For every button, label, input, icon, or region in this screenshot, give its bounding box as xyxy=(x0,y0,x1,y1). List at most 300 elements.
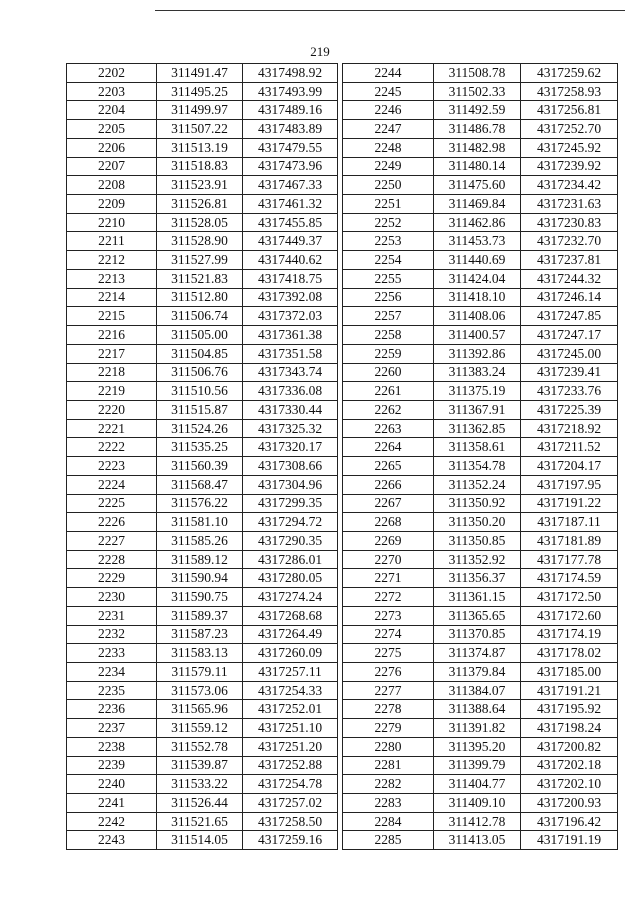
table-row xyxy=(67,588,338,607)
y-coordinate-cell: 4317256.81 xyxy=(521,101,618,120)
y-coordinate-cell: 4317185.00 xyxy=(521,663,618,682)
table-row xyxy=(67,550,338,569)
x-coordinate-cell: 311506.74 xyxy=(157,307,243,326)
y-coordinate-cell: 4317330.44 xyxy=(243,400,338,419)
x-coordinate-cell: 311370.85 xyxy=(434,625,521,644)
point-id-cell: 2269 xyxy=(343,531,434,550)
table-row xyxy=(343,794,618,813)
point-id-cell: 2231 xyxy=(67,606,157,625)
y-coordinate-cell: 4317325.32 xyxy=(243,419,338,438)
y-coordinate-cell: 4317252.01 xyxy=(243,700,338,719)
table-row xyxy=(343,176,618,195)
point-id-cell: 2239 xyxy=(67,756,157,775)
table-row xyxy=(67,569,338,588)
table-row xyxy=(343,82,618,101)
x-coordinate-cell: 311408.06 xyxy=(434,307,521,326)
y-coordinate-cell: 4317264.49 xyxy=(243,625,338,644)
y-coordinate-cell: 4317178.02 xyxy=(521,644,618,663)
point-id-cell: 2202 xyxy=(67,64,157,83)
y-coordinate-cell: 4317320.17 xyxy=(243,438,338,457)
point-id-cell: 2249 xyxy=(343,157,434,176)
y-coordinate-cell: 4317274.24 xyxy=(243,588,338,607)
point-id-cell: 2281 xyxy=(343,756,434,775)
table-row xyxy=(67,700,338,719)
y-coordinate-cell: 4317245.00 xyxy=(521,344,618,363)
y-coordinate-cell: 4317191.21 xyxy=(521,681,618,700)
table-row xyxy=(67,438,338,457)
point-id-cell: 2262 xyxy=(343,400,434,419)
point-id-cell: 2217 xyxy=(67,344,157,363)
y-coordinate-cell: 4317449.37 xyxy=(243,232,338,251)
point-id-cell: 2251 xyxy=(343,195,434,214)
y-coordinate-cell: 4317498.92 xyxy=(243,64,338,83)
y-coordinate-cell: 4317247.17 xyxy=(521,326,618,345)
point-id-cell: 2250 xyxy=(343,176,434,195)
point-id-cell: 2242 xyxy=(67,812,157,831)
y-coordinate-cell: 4317172.60 xyxy=(521,606,618,625)
table-row xyxy=(67,288,338,307)
point-id-cell: 2241 xyxy=(67,794,157,813)
point-id-cell: 2218 xyxy=(67,363,157,382)
table-row xyxy=(67,494,338,513)
point-id-cell: 2259 xyxy=(343,344,434,363)
y-coordinate-cell: 4317191.22 xyxy=(521,494,618,513)
x-coordinate-cell: 311475.60 xyxy=(434,176,521,195)
point-id-cell: 2244 xyxy=(343,64,434,83)
page-number: 219 xyxy=(310,44,330,59)
y-coordinate-cell: 4317191.19 xyxy=(521,831,618,850)
x-coordinate-cell: 311409.10 xyxy=(434,794,521,813)
x-coordinate-cell: 311350.92 xyxy=(434,494,521,513)
y-coordinate-cell: 4317258.93 xyxy=(521,82,618,101)
point-id-cell: 2272 xyxy=(343,588,434,607)
table-row xyxy=(343,569,618,588)
table-row xyxy=(67,831,338,850)
y-coordinate-cell: 4317244.32 xyxy=(521,269,618,288)
table-row xyxy=(343,457,618,476)
y-coordinate-cell: 4317467.33 xyxy=(243,176,338,195)
point-id-cell: 2247 xyxy=(343,120,434,139)
x-coordinate-cell: 311352.24 xyxy=(434,475,521,494)
y-coordinate-cell: 4317252.70 xyxy=(521,120,618,139)
y-coordinate-cell: 4317257.11 xyxy=(243,663,338,682)
y-coordinate-cell: 4317252.88 xyxy=(243,756,338,775)
y-coordinate-cell: 4317198.24 xyxy=(521,719,618,738)
y-coordinate-cell: 4317196.42 xyxy=(521,812,618,831)
x-coordinate-cell: 311356.37 xyxy=(434,569,521,588)
x-coordinate-cell: 311515.87 xyxy=(157,400,243,419)
header-rule xyxy=(155,10,625,11)
table-row xyxy=(67,644,338,663)
point-id-cell: 2268 xyxy=(343,513,434,532)
table-row xyxy=(67,269,338,288)
point-id-cell: 2227 xyxy=(67,531,157,550)
x-coordinate-cell: 311492.59 xyxy=(434,101,521,120)
point-id-cell: 2245 xyxy=(343,82,434,101)
table-row xyxy=(343,251,618,270)
point-id-cell: 2229 xyxy=(67,569,157,588)
x-coordinate-cell: 311350.85 xyxy=(434,531,521,550)
x-coordinate-cell: 311527.99 xyxy=(157,251,243,270)
point-id-cell: 2206 xyxy=(67,138,157,157)
table-row xyxy=(343,400,618,419)
y-coordinate-cell: 4317489.16 xyxy=(243,101,338,120)
table-row xyxy=(67,101,338,120)
y-coordinate-cell: 4317294.72 xyxy=(243,513,338,532)
table-row xyxy=(67,400,338,419)
table-row xyxy=(343,288,618,307)
x-coordinate-cell: 311395.20 xyxy=(434,737,521,756)
y-coordinate-cell: 4317200.93 xyxy=(521,794,618,813)
y-coordinate-cell: 4317308.66 xyxy=(243,457,338,476)
y-coordinate-cell: 4317251.10 xyxy=(243,719,338,738)
table-row xyxy=(343,195,618,214)
point-id-cell: 2203 xyxy=(67,82,157,101)
table-row xyxy=(343,419,618,438)
table-row xyxy=(343,157,618,176)
point-id-cell: 2223 xyxy=(67,457,157,476)
point-id-cell: 2233 xyxy=(67,644,157,663)
point-id-cell: 2243 xyxy=(67,831,157,850)
table-row xyxy=(343,213,618,232)
point-id-cell: 2208 xyxy=(67,176,157,195)
y-coordinate-cell: 4317259.16 xyxy=(243,831,338,850)
x-coordinate-cell: 311412.78 xyxy=(434,812,521,831)
table-row xyxy=(343,606,618,625)
point-id-cell: 2256 xyxy=(343,288,434,307)
point-id-cell: 2248 xyxy=(343,138,434,157)
table-row xyxy=(67,176,338,195)
point-id-cell: 2253 xyxy=(343,232,434,251)
point-id-cell: 2215 xyxy=(67,307,157,326)
table-row xyxy=(343,494,618,513)
point-id-cell: 2237 xyxy=(67,719,157,738)
point-id-cell: 2278 xyxy=(343,700,434,719)
table-row xyxy=(343,307,618,326)
point-id-cell: 2205 xyxy=(67,120,157,139)
x-coordinate-cell: 311505.00 xyxy=(157,326,243,345)
table-row xyxy=(67,719,338,738)
y-coordinate-cell: 4317280.05 xyxy=(243,569,338,588)
x-coordinate-cell: 311589.12 xyxy=(157,550,243,569)
table-row xyxy=(343,550,618,569)
x-coordinate-cell: 311535.25 xyxy=(157,438,243,457)
table-row xyxy=(343,644,618,663)
x-coordinate-cell: 311453.73 xyxy=(434,232,521,251)
table-body-right xyxy=(343,64,618,850)
x-coordinate-cell: 311486.78 xyxy=(434,120,521,139)
table-row xyxy=(343,719,618,738)
x-coordinate-cell: 311559.12 xyxy=(157,719,243,738)
y-coordinate-cell: 4317336.08 xyxy=(243,382,338,401)
x-coordinate-cell: 311552.78 xyxy=(157,737,243,756)
point-id-cell: 2238 xyxy=(67,737,157,756)
point-id-cell: 2221 xyxy=(67,419,157,438)
y-coordinate-cell: 4317231.63 xyxy=(521,195,618,214)
x-coordinate-cell: 311590.94 xyxy=(157,569,243,588)
x-coordinate-cell: 311539.87 xyxy=(157,756,243,775)
point-id-cell: 2258 xyxy=(343,326,434,345)
table-row xyxy=(343,64,618,83)
table-row xyxy=(67,606,338,625)
y-coordinate-cell: 4317290.35 xyxy=(243,531,338,550)
point-id-cell: 2222 xyxy=(67,438,157,457)
x-coordinate-cell: 311383.24 xyxy=(434,363,521,382)
point-id-cell: 2261 xyxy=(343,382,434,401)
y-coordinate-cell: 4317304.96 xyxy=(243,475,338,494)
table-row xyxy=(67,157,338,176)
y-coordinate-cell: 4317254.33 xyxy=(243,681,338,700)
x-coordinate-cell: 311374.87 xyxy=(434,644,521,663)
x-coordinate-cell: 311502.33 xyxy=(434,82,521,101)
y-coordinate-cell: 4317440.62 xyxy=(243,251,338,270)
y-coordinate-cell: 4317483.89 xyxy=(243,120,338,139)
point-id-cell: 2204 xyxy=(67,101,157,120)
y-coordinate-cell: 4317286.01 xyxy=(243,550,338,569)
table-row xyxy=(67,138,338,157)
x-coordinate-cell: 311440.69 xyxy=(434,251,521,270)
x-coordinate-cell: 311583.13 xyxy=(157,644,243,663)
point-id-cell: 2274 xyxy=(343,625,434,644)
y-coordinate-cell: 4317211.52 xyxy=(521,438,618,457)
y-coordinate-cell: 4317181.89 xyxy=(521,531,618,550)
point-id-cell: 2210 xyxy=(67,213,157,232)
y-coordinate-cell: 4317202.10 xyxy=(521,775,618,794)
table-row xyxy=(343,101,618,120)
point-id-cell: 2271 xyxy=(343,569,434,588)
table-row xyxy=(67,756,338,775)
x-coordinate-cell: 311587.23 xyxy=(157,625,243,644)
y-coordinate-cell: 4317200.82 xyxy=(521,737,618,756)
table-row xyxy=(67,213,338,232)
table-row xyxy=(343,326,618,345)
y-coordinate-cell: 4317177.78 xyxy=(521,550,618,569)
y-coordinate-cell: 4317218.92 xyxy=(521,419,618,438)
point-id-cell: 2224 xyxy=(67,475,157,494)
x-coordinate-cell: 311533.22 xyxy=(157,775,243,794)
table-row xyxy=(67,531,338,550)
x-coordinate-cell: 311375.19 xyxy=(434,382,521,401)
point-id-cell: 2283 xyxy=(343,794,434,813)
y-coordinate-cell: 4317361.38 xyxy=(243,326,338,345)
coordinate-table-right xyxy=(342,63,618,850)
x-coordinate-cell: 311506.76 xyxy=(157,363,243,382)
table-row xyxy=(67,419,338,438)
y-coordinate-cell: 4317187.11 xyxy=(521,513,618,532)
table-row xyxy=(67,344,338,363)
point-id-cell: 2216 xyxy=(67,326,157,345)
point-id-cell: 2207 xyxy=(67,157,157,176)
table-row xyxy=(343,812,618,831)
table-row xyxy=(343,700,618,719)
point-id-cell: 2255 xyxy=(343,269,434,288)
point-id-cell: 2277 xyxy=(343,681,434,700)
point-id-cell: 2266 xyxy=(343,475,434,494)
y-coordinate-cell: 4317351.58 xyxy=(243,344,338,363)
x-coordinate-cell: 311391.82 xyxy=(434,719,521,738)
y-coordinate-cell: 4317493.99 xyxy=(243,82,338,101)
x-coordinate-cell: 311528.05 xyxy=(157,213,243,232)
point-id-cell: 2225 xyxy=(67,494,157,513)
table-row xyxy=(343,475,618,494)
x-coordinate-cell: 311491.47 xyxy=(157,64,243,83)
y-coordinate-cell: 4317479.55 xyxy=(243,138,338,157)
x-coordinate-cell: 311521.83 xyxy=(157,269,243,288)
point-id-cell: 2226 xyxy=(67,513,157,532)
point-id-cell: 2254 xyxy=(343,251,434,270)
x-coordinate-cell: 311526.81 xyxy=(157,195,243,214)
point-id-cell: 2265 xyxy=(343,457,434,476)
table-row xyxy=(343,120,618,139)
x-coordinate-cell: 311499.97 xyxy=(157,101,243,120)
x-coordinate-cell: 311526.44 xyxy=(157,794,243,813)
x-coordinate-cell: 311560.39 xyxy=(157,457,243,476)
x-coordinate-cell: 311590.75 xyxy=(157,588,243,607)
x-coordinate-cell: 311367.91 xyxy=(434,400,521,419)
x-coordinate-cell: 311507.22 xyxy=(157,120,243,139)
y-coordinate-cell: 4317239.92 xyxy=(521,157,618,176)
point-id-cell: 2219 xyxy=(67,382,157,401)
point-id-cell: 2264 xyxy=(343,438,434,457)
x-coordinate-cell: 311514.05 xyxy=(157,831,243,850)
x-coordinate-cell: 311361.15 xyxy=(434,588,521,607)
y-coordinate-cell: 4317259.62 xyxy=(521,64,618,83)
y-coordinate-cell: 4317233.76 xyxy=(521,382,618,401)
table-row xyxy=(343,775,618,794)
table-row xyxy=(67,475,338,494)
x-coordinate-cell: 311524.26 xyxy=(157,419,243,438)
table-row xyxy=(67,382,338,401)
point-id-cell: 2280 xyxy=(343,737,434,756)
x-coordinate-cell: 311568.47 xyxy=(157,475,243,494)
x-coordinate-cell: 311573.06 xyxy=(157,681,243,700)
table-row xyxy=(343,756,618,775)
x-coordinate-cell: 311585.26 xyxy=(157,531,243,550)
table-row xyxy=(343,344,618,363)
table-row xyxy=(67,794,338,813)
x-coordinate-cell: 311589.37 xyxy=(157,606,243,625)
y-coordinate-cell: 4317247.85 xyxy=(521,307,618,326)
y-coordinate-cell: 4317418.75 xyxy=(243,269,338,288)
x-coordinate-cell: 311388.64 xyxy=(434,700,521,719)
point-id-cell: 2282 xyxy=(343,775,434,794)
point-id-cell: 2275 xyxy=(343,644,434,663)
y-coordinate-cell: 4317257.02 xyxy=(243,794,338,813)
x-coordinate-cell: 311521.65 xyxy=(157,812,243,831)
table-row xyxy=(343,363,618,382)
y-coordinate-cell: 4317197.95 xyxy=(521,475,618,494)
point-id-cell: 2230 xyxy=(67,588,157,607)
table-row xyxy=(67,775,338,794)
x-coordinate-cell: 311400.57 xyxy=(434,326,521,345)
table-row xyxy=(343,588,618,607)
x-coordinate-cell: 311418.10 xyxy=(434,288,521,307)
x-coordinate-cell: 311508.78 xyxy=(434,64,521,83)
y-coordinate-cell: 4317225.39 xyxy=(521,400,618,419)
point-id-cell: 2220 xyxy=(67,400,157,419)
table-row xyxy=(343,681,618,700)
table-row xyxy=(67,812,338,831)
x-coordinate-cell: 311384.07 xyxy=(434,681,521,700)
y-coordinate-cell: 4317239.41 xyxy=(521,363,618,382)
table-row xyxy=(343,232,618,251)
x-coordinate-cell: 311358.61 xyxy=(434,438,521,457)
point-id-cell: 2212 xyxy=(67,251,157,270)
x-coordinate-cell: 311350.20 xyxy=(434,513,521,532)
x-coordinate-cell: 311495.25 xyxy=(157,82,243,101)
x-coordinate-cell: 311379.84 xyxy=(434,663,521,682)
y-coordinate-cell: 4317204.17 xyxy=(521,457,618,476)
table-row xyxy=(343,831,618,850)
point-id-cell: 2285 xyxy=(343,831,434,850)
y-coordinate-cell: 4317258.50 xyxy=(243,812,338,831)
table-row xyxy=(343,438,618,457)
table-row xyxy=(67,513,338,532)
y-coordinate-cell: 4317461.32 xyxy=(243,195,338,214)
table-row xyxy=(67,457,338,476)
table-row xyxy=(67,326,338,345)
point-id-cell: 2257 xyxy=(343,307,434,326)
y-coordinate-cell: 4317172.50 xyxy=(521,588,618,607)
table-row xyxy=(343,625,618,644)
x-coordinate-cell: 311528.90 xyxy=(157,232,243,251)
x-coordinate-cell: 311523.91 xyxy=(157,176,243,195)
y-coordinate-cell: 4317174.19 xyxy=(521,625,618,644)
y-coordinate-cell: 4317202.18 xyxy=(521,756,618,775)
x-coordinate-cell: 311404.77 xyxy=(434,775,521,794)
table-row xyxy=(67,232,338,251)
coordinate-table-left xyxy=(66,63,338,850)
y-coordinate-cell: 4317237.81 xyxy=(521,251,618,270)
y-coordinate-cell: 4317392.08 xyxy=(243,288,338,307)
x-coordinate-cell: 311462.86 xyxy=(434,213,521,232)
y-coordinate-cell: 4317174.59 xyxy=(521,569,618,588)
y-coordinate-cell: 4317455.85 xyxy=(243,213,338,232)
y-coordinate-cell: 4317260.09 xyxy=(243,644,338,663)
point-id-cell: 2260 xyxy=(343,363,434,382)
table-row xyxy=(343,737,618,756)
x-coordinate-cell: 311365.65 xyxy=(434,606,521,625)
x-coordinate-cell: 311352.92 xyxy=(434,550,521,569)
table-row xyxy=(343,138,618,157)
table-row xyxy=(67,82,338,101)
x-coordinate-cell: 311504.85 xyxy=(157,344,243,363)
table-row xyxy=(67,663,338,682)
y-coordinate-cell: 4317473.96 xyxy=(243,157,338,176)
table-row xyxy=(67,251,338,270)
x-coordinate-cell: 311480.14 xyxy=(434,157,521,176)
point-id-cell: 2211 xyxy=(67,232,157,251)
point-id-cell: 2213 xyxy=(67,269,157,288)
table-row xyxy=(67,625,338,644)
point-id-cell: 2276 xyxy=(343,663,434,682)
table-row xyxy=(67,363,338,382)
x-coordinate-cell: 311482.98 xyxy=(434,138,521,157)
table-row xyxy=(343,513,618,532)
table-row xyxy=(67,681,338,700)
y-coordinate-cell: 4317232.70 xyxy=(521,232,618,251)
point-id-cell: 2279 xyxy=(343,719,434,738)
table-row xyxy=(67,64,338,83)
x-coordinate-cell: 311581.10 xyxy=(157,513,243,532)
x-coordinate-cell: 311392.86 xyxy=(434,344,521,363)
y-coordinate-cell: 4317299.35 xyxy=(243,494,338,513)
table-row xyxy=(67,737,338,756)
x-coordinate-cell: 311354.78 xyxy=(434,457,521,476)
y-coordinate-cell: 4317230.83 xyxy=(521,213,618,232)
point-id-cell: 2214 xyxy=(67,288,157,307)
x-coordinate-cell: 311399.79 xyxy=(434,756,521,775)
